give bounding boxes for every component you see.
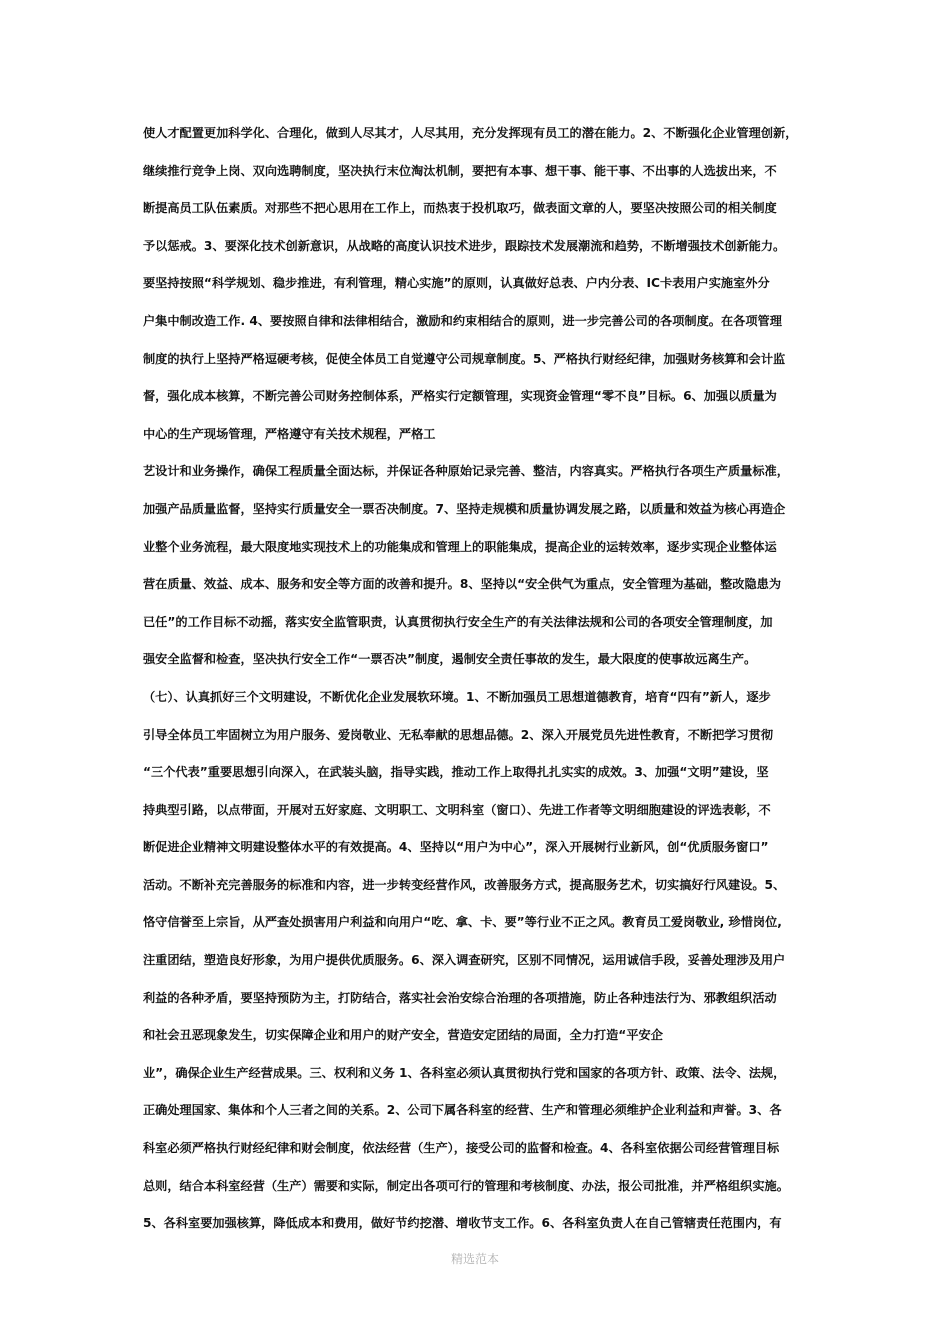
text-line: 引导全体员工牢固树立为用户服务、爱岗敬业、无私奉献的思想品德。2、深入开展党员先进性教育，不断把学习贯彻 — [143, 727, 774, 742]
text-line: 断提高员工队伍素质。对那些不把心思用在工作上，而热衷于投机取巧，做表面文章的人，要坚决按照公司的相关制度 — [143, 201, 777, 216]
text-line: 和社会丑恶现象发生，切实保障企业和用户的财产安全，营造安定团结的局面，全力打造“平安企 — [143, 1028, 663, 1043]
text-line: 业”，确保企业生产经营成果。三、权利和义务 1、各科室必须认真贯彻执行党和国家的各项方针、政策、法令、法规， — [143, 1065, 786, 1080]
text-line: 活动。不断补充完善服务的标准和内容，进一步转变经营作风，改善服务方式，提高服务艺术，切实搞好行风建设。5、 — [143, 877, 786, 892]
text-line: 制度的执行上坚持严格逗硬考核，促使全体员工自觉遵守公司规章制度。5、严格执行财经纪律，加强财务核算和会计监 — [143, 351, 786, 366]
text-line: 断促进企业精神文明建设整体水平的有效提高。4、坚持以“用户为中心”，深入开展树行业新风，创“优质服务窗口” — [143, 840, 769, 855]
text-line: 户集中制改造工作. 4、要按照自律和法律相结合，激励和约束相结合的原则，进一步完善公司的各项制度。在各项管理 — [143, 313, 782, 328]
text-line: 持典型引路，以点带面，开展对五好家庭、文明职工、文明科室（窗口）、先进工作者等文明细胞建设的评选表彰，不 — [143, 802, 771, 817]
text-line: 正确处理国家、集体和个人三者之间的关系。2、公司下属各科室的经营、生产和管理必须维护企业利益和声誉。3、各 — [143, 1103, 782, 1118]
text-line: 业整个业务流程，最大限度地实现技术上的功能集成和管理上的职能集成，提高企业的运转效率，逐步实现企业整体运 — [143, 539, 777, 554]
text-line: 中心的生产现场管理，严格遵守有关技术规程，严格工 — [143, 426, 436, 441]
text-line: “三个代表”重要思想引向深入，在武装头脑，指导实践，推动工作上取得扎扎实实的成效。3、加强“文明”建设，坚 — [143, 765, 769, 780]
text-line: 营在质量、效益、成本、服务和安全等方面的改善和提升。8、坚持以“安全供气为重点，安全管理为基础，整改隐患为 — [143, 577, 782, 592]
text-line: 加强产品质量监督，坚持实行质量安全一票否决制度。7、坚持走规模和质量协调发展之路，以质量和效益为核心再造企 — [143, 501, 786, 516]
text-line: 艺设计和业务操作，确保工程质量全面达标，并保证各种原始记录完善、整洁，内容真实。严格执行各项生产质量标准， — [143, 464, 789, 479]
text-line: （七）、认真抓好三个文明建设，不断优化企业发展软环境。1、不断加强员工思想道德教育，培育“四有”新人，逐步 — [143, 689, 771, 704]
text-line: 总则，结合本科室经营（生产）需要和实际，制定出各项可行的管理和考核制度、办法，报公司批准，并严格组织实施。 — [143, 1178, 789, 1193]
text-line: 继续推行竞争上岗、双向选聘制度，坚决执行末位淘汰机制，要把有本事、想干事、能干事、不出事的人选拔出来，不 — [143, 163, 777, 178]
text-line: 恪守信誉至上宗旨，从严查处损害用户利益和向用户“吃、拿、卡、要”等行业不正之风。教育员工爱岗敬业, 珍惜岗位, — [143, 915, 782, 930]
text-line: 利益的各种矛盾，要坚持预防为主，打防结合，落实社会治安综合治理的各项措施，防止各种违法行为、邪教组织活动 — [143, 990, 777, 1005]
text-line: 予以惩戒。3、要深化技术创新意识，从战略的高度认识技术进步，跟踪技术发展潮流和趋势，不断增强技术创新能力。 — [143, 238, 786, 253]
text-line: 5、各科室要加强核算，降低成本和费用，做好节约挖潜、增收节支工作。6、各科室负责人在自己管辖责任范围内，有 — [143, 1216, 782, 1231]
page-footer: 精选范本 — [450, 1252, 499, 1266]
text-line: 强安全监督和检查，坚决执行安全工作“一票否决”制度，遏制安全责任事故的发生，最大限度的使事故远离生产。 — [143, 652, 757, 667]
text-line: 科室必须严格执行财经纪律和财会制度，依法经营（生产），接受公司的监督和检查。4、各科室依据公司经营管理目标 — [143, 1141, 780, 1156]
text-line: 注重团结，塑造良好形象，为用户提供优质服务。6、深入调查研究，区别不同情况，运用诚信手段，妥善处理涉及用户 — [143, 953, 786, 968]
text-line: 已任”的工作目标不动摇，落实安全监管职责，认真贯彻执行安全生产的有关法律法规和公司的各项安全管理制度，加 — [143, 614, 773, 629]
text-line: 使人才配置更加科学化、合理化，做到人尽其才，人尽其用，充分发挥现有员工的潜在能力。2、不断强化企业管理创新， — [143, 126, 798, 140]
text-line: 要坚持按照“科学规划、稳步推进，有利管理，精心实施”的原则，认真做好总表、户内分表、IC卡表用户实施室外分 — [143, 276, 770, 291]
text-line: 督，强化成本核算，不断完善公司财务控制体系，严格实行定额管理，实现资金管理“零不良”目标。6、加强以质量为 — [143, 389, 777, 404]
body-text — [143, 120, 833, 1248]
